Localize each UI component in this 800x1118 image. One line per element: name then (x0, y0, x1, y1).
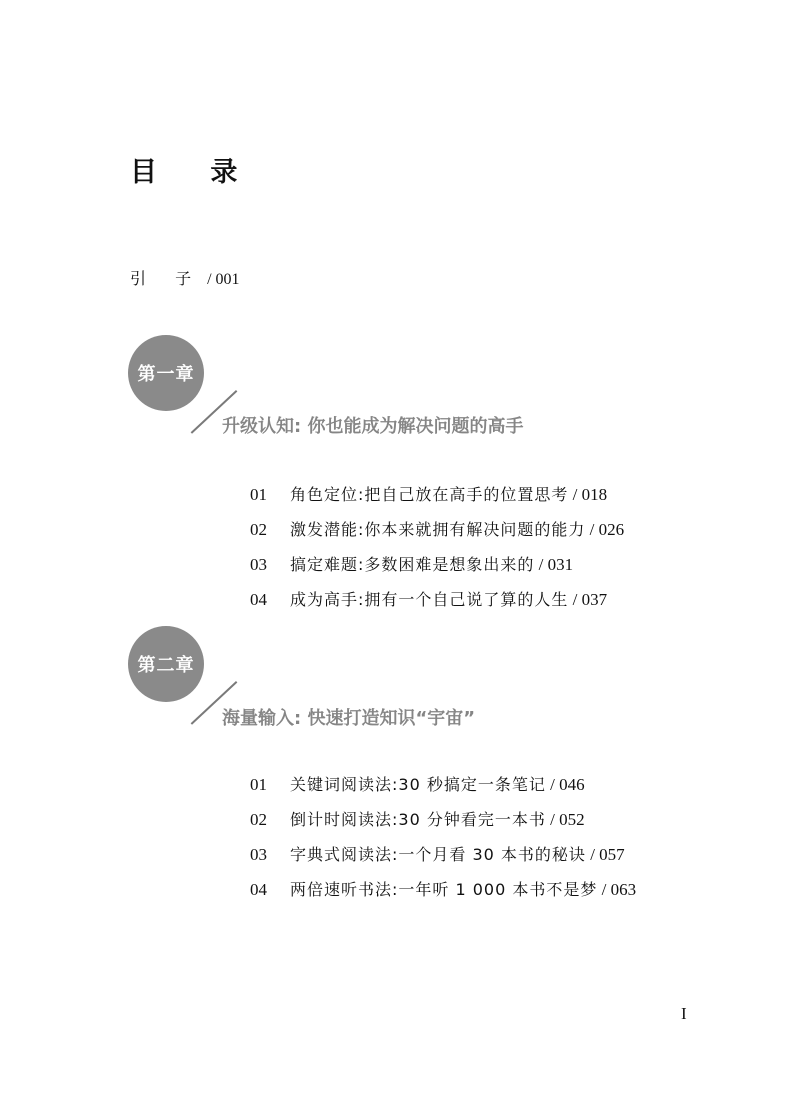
entry-number: 01 (250, 775, 267, 794)
chapter-title[interactable]: 海量输入: 快速打造知识“宇宙” (222, 708, 476, 729)
toc-entry[interactable] (250, 477, 624, 512)
entry-page-number: / 052 (545, 810, 585, 829)
entry-title: 激发潜能:你本来就拥有解决问题的能力 (290, 520, 586, 539)
chapter-entries (250, 477, 624, 617)
toc-entry[interactable] (250, 512, 624, 547)
entry-page-number: / 057 (585, 845, 625, 864)
entry-page-number: / 031 (534, 555, 574, 574)
entry-page-number: / 026 (585, 520, 625, 539)
entry-page-number: / 018 (568, 485, 608, 504)
entry-page-number: / 063 (597, 880, 637, 899)
toc-entry[interactable] (250, 872, 636, 907)
entry-page-number: / 046 (545, 775, 585, 794)
entry-number: 02 (250, 520, 267, 539)
intro-page-number: / 001 (203, 271, 240, 288)
entry-number: 01 (250, 485, 267, 504)
entry-title: 成为高手:拥有一个自己说了算的人生 (290, 590, 569, 609)
entry-number: 02 (250, 810, 267, 829)
page-folio: I (681, 1004, 687, 1023)
entry-number: 03 (250, 845, 267, 864)
toc-entry[interactable] (250, 547, 624, 582)
intro-entry[interactable] (130, 266, 240, 289)
entry-title: 角色定位:把自己放在高手的位置思考 (290, 485, 569, 504)
entry-title: 关键词阅读法:30 秒搞定一条笔记 (290, 775, 546, 794)
toc-entry[interactable] (250, 767, 636, 802)
entry-title: 倒计时阅读法:30 分钟看完一本书 (290, 810, 546, 829)
entry-title: 搞定难题:多数困难是想象出来的 (290, 555, 535, 574)
entry-page-number: / 037 (568, 590, 608, 609)
entry-title: 字典式阅读法:一个月看 30 本书的秘诀 (290, 845, 586, 864)
page-title: 目 录 (130, 157, 260, 188)
chapter-badge: 第二章 (128, 626, 204, 702)
chapter-badge: 第一章 (128, 335, 204, 411)
chapter-entries (250, 767, 636, 907)
entry-number: 04 (250, 590, 267, 609)
entry-title: 两倍速听书法:一年听 1 000 本书不是梦 (290, 880, 598, 899)
intro-label: 引 子 (130, 269, 204, 288)
toc-entry[interactable] (250, 802, 636, 837)
entry-number: 03 (250, 555, 267, 574)
toc-entry[interactable] (250, 582, 624, 617)
chapter-title[interactable]: 升级认知: 你也能成为解决问题的高手 (222, 416, 524, 437)
entry-number: 04 (250, 880, 267, 899)
toc-entry[interactable] (250, 837, 636, 872)
